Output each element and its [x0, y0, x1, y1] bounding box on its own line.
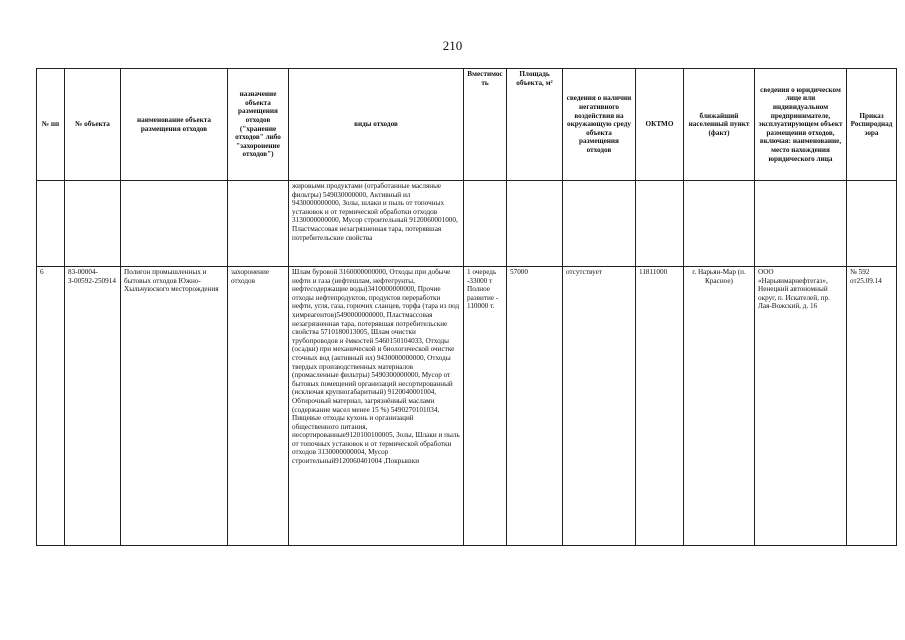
cell-waste-types: Шлам буровой 3160000000000, Отходы при добыче нефти и газа (нефтешлам, нефтегрунты, нефтесодержащие воды)3410000000000, Прочие отходы нефтепродуктов, продуктов переработки нефти, угля, газа, горючих сланцев, торфа (тара из под химреагентов)5490000000000, Пластмассовая незагрязненная тара, потерявшая потребительские свойства 5710180013005, Шлам очистки трубопроводов и ёмкостей 5460150104033, Отходы (осадки) при механической и биологической очистке сточных вод (активный ил) 9430000000000, Отходы твердых производственных материалов (промасленные фильтры) 5490300000000, Мусор от бытовых помещений организаций несортированный (исключая крупногабаритный) 9120040001004, Обтирочный материал, загрязнённый маслами (содержание масел менее 15 %) 5490270101034, Пищевые отходы кухонь и организаций общественного питания, несортированные9120100100005, Золы, Шлаки и пыль от топочных установок и от термической обработки отходов 3130000000004, Мусор строительный9120060401004 ,Покрышки: [289, 267, 464, 546]
cell-impact: [563, 181, 636, 267]
cell-num: 6: [37, 267, 65, 546]
cell-order: № 592 от25.09.14: [847, 267, 897, 546]
header-purpose: назначение объекта размещения отходов ("хранение отходов" либо "захоронение отходов"): [228, 69, 289, 181]
page-number: 210: [442, 38, 463, 53]
cell-area: 57000: [507, 267, 563, 546]
cell-oktmo: [636, 181, 684, 267]
table-row: [37, 181, 897, 267]
cell-object-name: Полигон промышленных и бытовых отходов Южно-Хыльчуюского месторождения: [121, 267, 228, 546]
header-settlement: ближайший населенный пункт (факт): [684, 69, 755, 181]
header-operator: сведения о юридическом лице или индивидуальном предпринимателе, эксплуатирующем объект размещения отходов, включая: наименование, место нахождения юридического лица: [755, 69, 847, 181]
header-object-name: наименование объекта размещения отходов: [121, 69, 228, 181]
cell-purpose: захоронение отходов: [228, 267, 289, 546]
cell-object-no: 83-00004-З-00592-250914: [65, 267, 121, 546]
cell-object-no: [65, 181, 121, 267]
cell-order: [847, 181, 897, 267]
cell-num: [37, 181, 65, 267]
header-impact: сведения о наличии негативного воздействия на окружающую среду объекта размещения отходов: [563, 69, 636, 181]
header-area: Площадь объекта, м²: [507, 69, 563, 181]
cell-object-name: [121, 181, 228, 267]
header-num: № пп: [37, 69, 65, 181]
header-waste-types: виды отходов: [289, 69, 464, 181]
header-order: Приказ Роспироднадзора: [847, 69, 897, 181]
cell-operator: [755, 181, 847, 267]
cell-impact: отсутствует: [563, 267, 636, 546]
cell-waste-types: жировыми продуктами (отработанные масляные фильтры) 549030000000, Активный ил 9430000000000, Золы, шлаки и пыль от топочных установок и от термической обработки отходов 3130000000000, Мусор строительный 9120060001000, Пластмассовая незагрязненная тара, потерявшая потребительские свойства: [289, 181, 464, 267]
cell-capacity: 1 очередь -33000 т Полное развитие - 110000 т.: [464, 267, 507, 546]
header-oktmo: ОКТМО: [636, 69, 684, 181]
cell-oktmo: 11811000: [636, 267, 684, 546]
table-row: [37, 267, 897, 546]
header-object-no: № объекта: [65, 69, 121, 181]
cell-settlement: [684, 181, 755, 267]
cell-operator: ООО «Нарьянмарнефтегаз», Ненецкий автономный округ, п. Искателей, пр. Лая-Вожский, д. 16: [755, 267, 847, 546]
cell-purpose: [228, 181, 289, 267]
cell-settlement: г. Нарьян-Мар (п. Красное): [684, 267, 755, 546]
cell-capacity: [464, 181, 507, 267]
cell-area: [507, 181, 563, 267]
waste-facility-table: [36, 68, 897, 546]
header-row: [37, 69, 897, 181]
header-capacity: Вместимость: [464, 69, 507, 181]
